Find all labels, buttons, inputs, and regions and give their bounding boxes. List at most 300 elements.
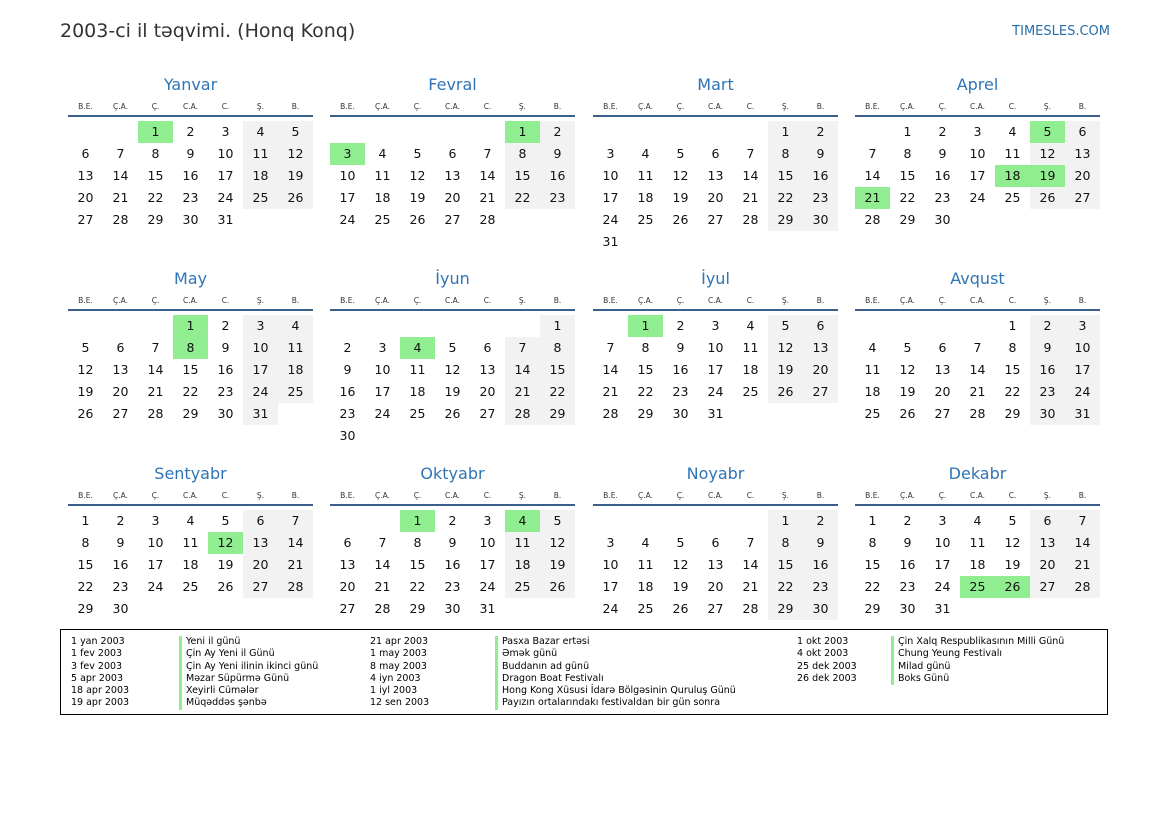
day-cell: 9 [803, 532, 838, 554]
day-grid [855, 121, 1100, 231]
weekday-label: Ş. [256, 295, 265, 305]
weekday-label: Ç.A. [899, 295, 915, 305]
day-cell: 18 [374, 190, 391, 205]
day-cell: 22 [182, 384, 199, 399]
day-cell: 31 [934, 601, 951, 616]
day-cell: 11 [278, 337, 313, 359]
day-cell: 20 [1030, 554, 1065, 576]
day-cell: 29 [147, 212, 164, 227]
day-cell: 24 [602, 212, 619, 227]
weekday-label: Ç.A. [374, 295, 390, 305]
day-cell: 24 [479, 579, 496, 594]
empty-cell [365, 121, 400, 143]
day-cell: 12 [672, 557, 689, 572]
day-cell: 4 [186, 513, 195, 528]
empty-cell [733, 121, 768, 143]
day-cell: 2 [448, 513, 457, 528]
weekday-label: Ş. [256, 101, 265, 111]
day-cell: 8 [1008, 340, 1017, 355]
day-cell: 16 [899, 557, 916, 572]
day-cell: 27 [803, 381, 838, 403]
holiday-day-cell: 3 [330, 143, 365, 165]
day-cell: 15 [77, 557, 94, 572]
day-cell: 28 [505, 403, 540, 425]
weekday-label: Ş. [518, 490, 527, 500]
day-cell: 23 [112, 579, 129, 594]
weekday-label: Ç. [413, 295, 422, 305]
day-cell: 27 [707, 601, 724, 616]
legend-date-column [370, 636, 429, 710]
legend-date: 4 okt 2003 [797, 648, 849, 660]
weekday-label: C.A. [182, 295, 198, 305]
day-cell: 14 [147, 362, 164, 377]
day-cell: 10 [1065, 337, 1100, 359]
day-cell: 12 [409, 168, 426, 183]
empty-cell [960, 315, 995, 337]
weekday-label: B.E. [78, 490, 93, 500]
day-grid [68, 510, 313, 620]
holiday-day-cell: 21 [855, 187, 890, 209]
day-cell: 24 [602, 601, 619, 616]
day-cell: 15 [768, 165, 803, 187]
day-cell: 9 [903, 535, 912, 550]
day-cell: 3 [973, 124, 982, 139]
day-cell: 24 [1065, 381, 1100, 403]
weekday-label: Ç.A. [899, 490, 915, 500]
day-cell: 26 [217, 579, 234, 594]
day-cell: 16 [934, 168, 951, 183]
weekday-label: B. [1078, 101, 1087, 111]
day-cell: 10 [243, 337, 278, 359]
holiday-day-cell: 1 [173, 315, 208, 337]
day-cell: 7 [116, 146, 125, 161]
day-cell: 23 [899, 579, 916, 594]
weekday-label: C.A. [182, 490, 198, 500]
day-cell: 8 [151, 146, 160, 161]
weekday-label: C.A. [444, 101, 460, 111]
day-cell: 17 [479, 557, 496, 572]
weekday-label: Ş. [518, 101, 527, 111]
legend-holiday-name: Xeyirli Cümələr [179, 685, 318, 697]
day-cell: 14 [864, 168, 881, 183]
day-cell: 6 [448, 146, 457, 161]
day-cell: 13 [339, 557, 356, 572]
day-cell: 11 [637, 557, 654, 572]
day-cell: 12 [899, 362, 916, 377]
day-cell: 12 [1030, 143, 1065, 165]
day-cell: 1 [903, 124, 912, 139]
day-cell: 19 [540, 554, 575, 576]
holiday-day-cell: 19 [1030, 165, 1065, 187]
day-cell: 10 [707, 340, 724, 355]
day-cell: 11 [505, 532, 540, 554]
day-cell: 21 [969, 384, 986, 399]
day-cell: 20 [707, 579, 724, 594]
day-cell: 27 [339, 601, 356, 616]
month-block [68, 267, 313, 425]
day-cell: 23 [339, 406, 356, 421]
legend-name-column [891, 636, 1064, 685]
empty-cell [470, 121, 505, 143]
weekday-header [593, 291, 838, 311]
day-cell: 10 [217, 146, 234, 161]
day-cell: 31 [243, 403, 278, 425]
day-cell: 25 [637, 601, 654, 616]
day-cell: 10 [339, 168, 356, 183]
day-cell: 19 [768, 359, 803, 381]
day-cell: 21 [1065, 554, 1100, 576]
day-cell: 5 [903, 340, 912, 355]
day-grid [855, 510, 1100, 620]
day-cell: 14 [602, 362, 619, 377]
day-cell: 23 [540, 187, 575, 209]
empty-cell [470, 315, 505, 337]
legend-date: 1 okt 2003 [797, 636, 849, 647]
day-cell: 5 [676, 146, 685, 161]
day-cell: 14 [278, 532, 313, 554]
empty-cell [330, 121, 365, 143]
day-cell: 10 [969, 146, 986, 161]
day-cell: 22 [768, 576, 803, 598]
weekday-label: Ç. [938, 101, 947, 111]
weekday-label: Ç. [151, 490, 160, 500]
day-cell: 17 [934, 557, 951, 572]
day-cell: 26 [672, 601, 689, 616]
legend-holiday-name: Yeni il günü [179, 636, 318, 648]
weekday-label: Ç. [413, 101, 422, 111]
empty-cell [855, 315, 890, 337]
day-cell: 5 [676, 535, 685, 550]
day-cell: 31 [479, 601, 496, 616]
day-cell: 17 [374, 384, 391, 399]
day-cell: 18 [742, 362, 759, 377]
day-cell: 31 [707, 406, 724, 421]
day-cell: 12 [672, 168, 689, 183]
holiday-day-cell: 12 [208, 532, 243, 554]
weekday-label: B. [291, 101, 300, 111]
day-cell: 25 [742, 384, 759, 399]
day-cell: 16 [444, 557, 461, 572]
weekday-label: B. [291, 490, 300, 500]
holiday-day-cell: 1 [505, 121, 540, 143]
day-cell: 31 [602, 234, 619, 249]
day-cell: 7 [1065, 510, 1100, 532]
day-cell: 6 [1065, 121, 1100, 143]
day-cell: 15 [540, 359, 575, 381]
day-cell: 3 [221, 124, 230, 139]
day-cell: 20 [707, 190, 724, 205]
day-cell: 15 [864, 557, 881, 572]
empty-cell [330, 315, 365, 337]
empty-cell [628, 121, 663, 143]
weekday-label: Ş. [256, 490, 265, 500]
day-cell: 7 [483, 146, 492, 161]
day-cell: 7 [278, 510, 313, 532]
weekday-header [330, 97, 575, 117]
weekday-label: B.E. [78, 295, 93, 305]
weekday-label: Ç. [676, 101, 685, 111]
weekday-label: Ç. [676, 490, 685, 500]
weekday-label: C. [483, 490, 492, 500]
day-cell: 13 [77, 168, 94, 183]
day-cell: 26 [540, 576, 575, 598]
weekday-label: C.A. [707, 295, 723, 305]
weekday-label: C.A. [969, 490, 985, 500]
day-cell: 29 [182, 406, 199, 421]
empty-cell [138, 315, 173, 337]
weekday-label: Ş. [781, 295, 790, 305]
month-block [593, 73, 838, 253]
legend-holiday-name: Çin Xalq Respublikasının Milli Günü [891, 636, 1064, 648]
day-cell: 10 [479, 535, 496, 550]
weekday-label: Ş. [518, 295, 527, 305]
empty-cell [68, 121, 103, 143]
day-cell: 17 [969, 168, 986, 183]
month-name: Noyabr [686, 464, 745, 483]
weekday-header [68, 97, 313, 117]
day-cell: 15 [409, 557, 426, 572]
weekday-label: Ç.A. [112, 101, 128, 111]
weekday-label: B.E. [603, 295, 618, 305]
weekday-label: C.A. [182, 101, 198, 111]
day-cell: 23 [672, 384, 689, 399]
empty-cell [103, 121, 138, 143]
holiday-day-cell: 1 [138, 121, 173, 143]
day-cell: 5 [448, 340, 457, 355]
legend-holiday-name: Pasxa Bazar ertəsi [495, 636, 736, 648]
weekday-label: B.E. [340, 101, 355, 111]
day-cell: 7 [973, 340, 982, 355]
legend-holiday-name: Müqəddəs şənbə [179, 697, 318, 709]
day-cell: 27 [707, 212, 724, 227]
day-cell: 11 [742, 340, 759, 355]
weekday-label: Ç.A. [899, 101, 915, 111]
empty-cell [365, 315, 400, 337]
day-cell: 11 [243, 143, 278, 165]
empty-cell [698, 510, 733, 532]
month-name: Yanvar [163, 75, 218, 94]
empty-cell [103, 315, 138, 337]
day-cell: 5 [278, 121, 313, 143]
day-cell: 6 [938, 340, 947, 355]
day-cell: 1 [868, 513, 877, 528]
weekday-label: B.E. [78, 101, 93, 111]
day-cell: 30 [672, 406, 689, 421]
empty-cell [365, 510, 400, 532]
weekday-label: B. [816, 101, 825, 111]
holiday-day-cell: 18 [995, 165, 1030, 187]
weekday-label: Ş. [1043, 490, 1052, 500]
legend-name-column [495, 636, 736, 710]
legend-holiday-name: Hong Kong Xüsusi İdarə Bölgəsinin Quruluş Günü [495, 685, 736, 697]
weekday-label: B.E. [865, 295, 880, 305]
day-cell: 4 [243, 121, 278, 143]
day-cell: 24 [934, 579, 951, 594]
day-cell: 5 [768, 315, 803, 337]
day-cell: 11 [409, 362, 426, 377]
weekday-label: C.A. [444, 490, 460, 500]
day-cell: 7 [151, 340, 160, 355]
day-cell: 4 [278, 315, 313, 337]
empty-cell [698, 121, 733, 143]
legend-name-column [179, 636, 318, 710]
day-cell: 13 [112, 362, 129, 377]
day-cell: 2 [343, 340, 352, 355]
month-block [330, 73, 575, 231]
weekday-label: Ç. [938, 490, 947, 500]
day-cell: 2 [540, 121, 575, 143]
day-cell: 18 [243, 165, 278, 187]
day-cell: 29 [409, 601, 426, 616]
day-cell: 11 [182, 535, 199, 550]
empty-cell [435, 315, 470, 337]
month-name: Avqust [950, 269, 1005, 288]
empty-cell [663, 510, 698, 532]
day-cell: 27 [444, 212, 461, 227]
weekday-label: C. [1008, 101, 1017, 111]
legend-date: 8 may 2003 [370, 660, 427, 672]
day-cell: 22 [899, 190, 916, 205]
weekday-label: C. [483, 295, 492, 305]
day-cell: 2 [803, 121, 838, 143]
day-cell: 9 [676, 340, 685, 355]
day-cell: 22 [409, 579, 426, 594]
day-cell: 26 [899, 406, 916, 421]
day-cell: 20 [803, 359, 838, 381]
day-cell: 24 [217, 190, 234, 205]
legend-date: 1 yan 2003 [71, 636, 125, 647]
holiday-day-cell: 26 [995, 576, 1030, 598]
day-cell: 3 [606, 535, 615, 550]
day-cell: 25 [409, 406, 426, 421]
day-cell: 7 [746, 535, 755, 550]
day-cell: 27 [112, 406, 129, 421]
day-cell: 11 [637, 168, 654, 183]
day-cell: 13 [243, 532, 278, 554]
holiday-day-cell: 1 [628, 315, 663, 337]
day-cell: 29 [1004, 406, 1021, 421]
day-cell: 8 [540, 337, 575, 359]
day-cell: 20 [339, 579, 356, 594]
day-cell: 3 [606, 146, 615, 161]
day-cell: 15 [182, 362, 199, 377]
day-cell: 30 [803, 598, 838, 620]
weekday-label: B. [816, 490, 825, 500]
month-block [68, 462, 313, 620]
day-cell: 3 [938, 513, 947, 528]
month-block [593, 267, 838, 425]
day-cell: 6 [803, 315, 838, 337]
day-cell: 5 [81, 340, 90, 355]
day-grid [68, 121, 313, 231]
day-cell: 1 [768, 121, 803, 143]
day-cell: 23 [934, 190, 951, 205]
day-cell: 7 [378, 535, 387, 550]
weekday-label: C.A. [707, 490, 723, 500]
day-cell: 22 [864, 579, 881, 594]
weekday-label: C. [746, 490, 755, 500]
day-cell: 19 [278, 165, 313, 187]
day-cell: 2 [1030, 315, 1065, 337]
month-name: Fevral [428, 75, 477, 94]
day-cell: 17 [1065, 359, 1100, 381]
day-cell: 18 [864, 384, 881, 399]
day-cell: 14 [479, 168, 496, 183]
weekday-label: C. [1008, 490, 1017, 500]
day-cell: 17 [147, 557, 164, 572]
month-name: Sentyabr [154, 464, 227, 483]
weekday-label: C.A. [969, 101, 985, 111]
day-cell: 19 [672, 190, 689, 205]
brand-link[interactable]: TIMESLES.COM [1012, 24, 1110, 39]
day-cell: 6 [116, 340, 125, 355]
day-cell: 30 [182, 212, 199, 227]
day-cell: 21 [374, 579, 391, 594]
weekday-label: B. [291, 295, 300, 305]
weekday-label: C.A. [707, 101, 723, 111]
weekday-header [68, 291, 313, 311]
day-cell: 19 [217, 557, 234, 572]
month-block [593, 462, 838, 620]
day-cell: 8 [903, 146, 912, 161]
day-cell: 28 [374, 601, 391, 616]
weekday-label: B.E. [603, 101, 618, 111]
empty-cell [400, 121, 435, 143]
weekday-label: Ç.A. [637, 490, 653, 500]
day-cell: 12 [540, 532, 575, 554]
day-cell: 29 [768, 209, 803, 231]
weekday-header [855, 97, 1100, 117]
day-cell: 30 [899, 601, 916, 616]
weekday-label: C. [221, 295, 230, 305]
day-cell: 24 [147, 579, 164, 594]
day-cell: 2 [676, 318, 685, 333]
day-cell: 26 [768, 381, 803, 403]
day-cell: 24 [339, 212, 356, 227]
day-cell: 25 [505, 576, 540, 598]
day-cell: 27 [243, 576, 278, 598]
day-cell: 10 [147, 535, 164, 550]
day-cell: 7 [868, 146, 877, 161]
legend-holiday-name: Payızın ortalarındakı festivaldan bir gün sonra [495, 697, 736, 709]
empty-cell [925, 315, 960, 337]
day-cell: 23 [803, 576, 838, 598]
day-cell: 26 [77, 406, 94, 421]
weekday-header [330, 291, 575, 311]
legend-date: 4 iyn 2003 [370, 672, 421, 684]
day-cell: 2 [903, 513, 912, 528]
day-cell: 20 [77, 190, 94, 205]
day-cell: 19 [899, 384, 916, 399]
day-cell: 29 [768, 598, 803, 620]
legend-date: 5 apr 2003 [71, 672, 124, 684]
day-cell: 16 [803, 554, 838, 576]
day-cell: 21 [742, 579, 759, 594]
day-cell: 25 [864, 406, 881, 421]
day-cell: 2 [116, 513, 125, 528]
day-cell: 9 [221, 340, 230, 355]
day-grid [330, 315, 575, 447]
day-cell: 15 [899, 168, 916, 183]
day-cell: 19 [444, 384, 461, 399]
day-cell: 15 [1004, 362, 1021, 377]
month-block [855, 462, 1100, 620]
day-cell: 16 [339, 384, 356, 399]
holiday-day-cell: 5 [1030, 121, 1065, 143]
day-cell: 7 [505, 337, 540, 359]
day-cell: 30 [444, 601, 461, 616]
day-cell: 23 [803, 187, 838, 209]
